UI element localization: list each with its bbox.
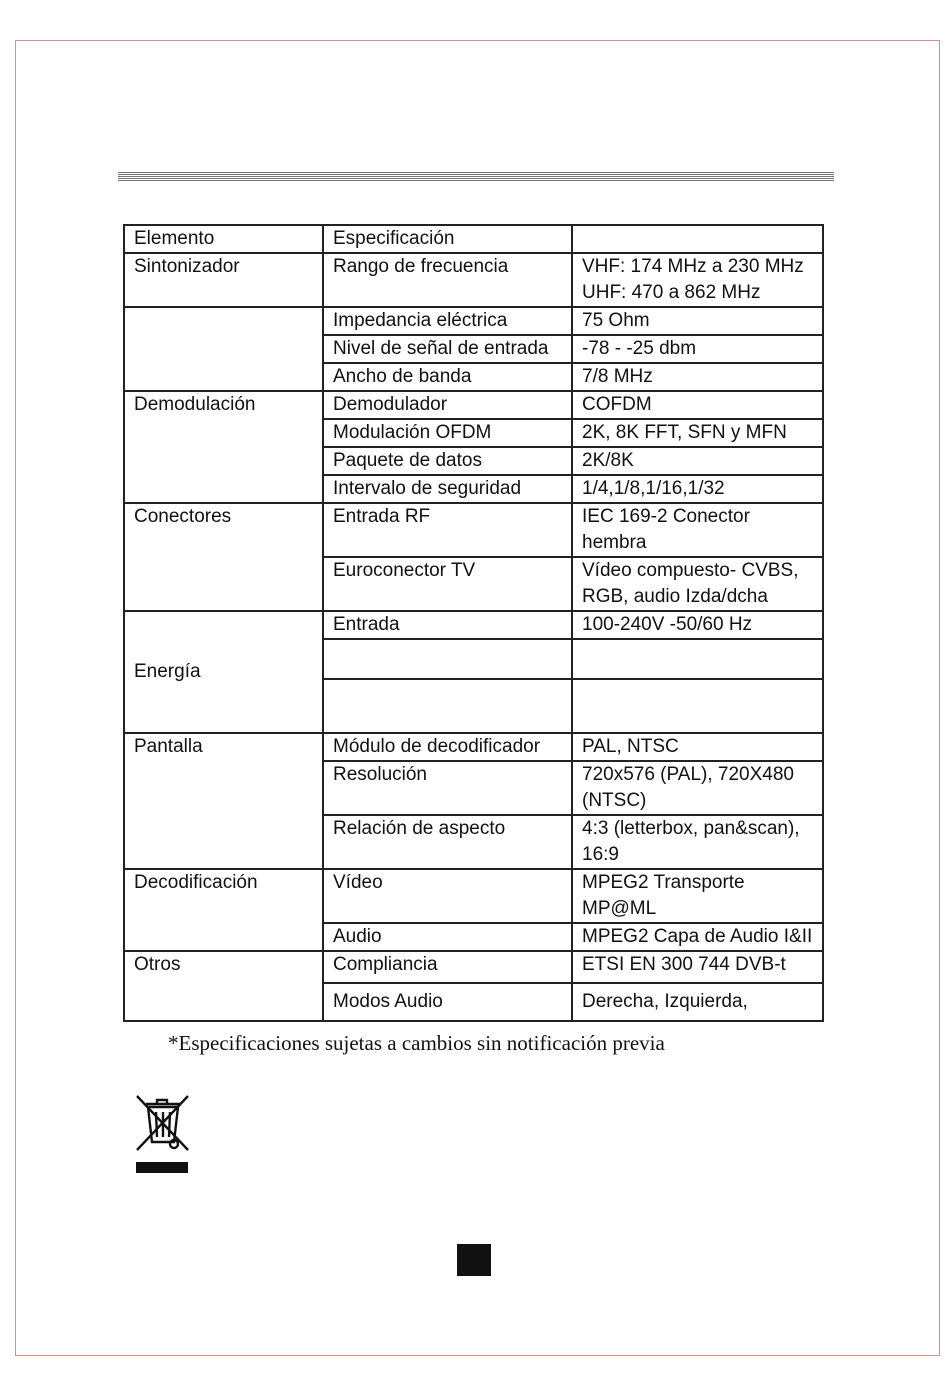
specifications-table [123, 224, 824, 1022]
spec-label: Compliancia [323, 951, 572, 983]
spec-value: COFDM [572, 391, 823, 419]
spec-value-line: IEC 169-2 Conector [582, 506, 750, 527]
spec-label-empty [323, 679, 572, 733]
spec-value: 2K/8K [572, 447, 823, 475]
table-row [124, 869, 823, 923]
spec-label: Rango de frecuencia [323, 253, 572, 307]
spec-label: Euroconector TV [323, 557, 572, 611]
category-otros: Otros [124, 951, 323, 1021]
spec-value: Derecha, Izquierda, [572, 983, 823, 1021]
spec-value-line: 16:9 [582, 844, 619, 865]
table-row [124, 733, 823, 761]
spec-label: Demodulador [323, 391, 572, 419]
spec-value-line: RGB, audio Izda/dcha [582, 586, 768, 607]
spec-value-line: hembra [582, 532, 647, 553]
header-value [572, 225, 823, 253]
spec-value-line: VHF: 174 MHz a 230 MHz [582, 256, 804, 277]
table-row [124, 503, 823, 557]
footnote: *Especificaciones sujetas a cambios sin notificación previa [168, 1031, 665, 1055]
crossed-out-wheelie-bin-icon [133, 1092, 191, 1176]
spec-value: MPEG2 Capa de Audio I&II [572, 923, 823, 951]
spec-value: -78 - -25 dbm [572, 335, 823, 363]
spec-label: Audio [323, 923, 572, 951]
spec-label: Relación de aspecto [323, 815, 572, 869]
header-rule [118, 172, 834, 181]
category-empty [124, 307, 323, 391]
spec-value: PAL, NTSC [572, 733, 823, 761]
spec-value [572, 557, 823, 611]
spec-value-empty [572, 679, 823, 733]
spec-value: ETSI EN 300 744 DVB-t [572, 951, 823, 983]
spec-value: 75 Ohm [572, 307, 823, 335]
spec-label-empty [323, 639, 572, 679]
category-sintonizador: Sintonizador [124, 253, 323, 307]
spec-value: 1/4,1/8,1/16,1/32 [572, 475, 823, 503]
spec-value: 7/8 MHz [572, 363, 823, 391]
spec-value [572, 815, 823, 869]
spec-label: Vídeo [323, 869, 572, 923]
spec-value-line: (NTSC) [582, 790, 647, 811]
table-row [124, 391, 823, 419]
table-row [124, 951, 823, 983]
table-header-row [124, 225, 823, 253]
spec-value-empty [572, 639, 823, 679]
spec-label: Nivel de señal de entrada [323, 335, 572, 363]
page-number-box [457, 1244, 491, 1276]
table-row [124, 253, 823, 307]
category-demodulacion: Demodulación [124, 391, 323, 503]
table-row [124, 307, 823, 335]
spec-value-line: 720x576 (PAL), 720X480 [582, 764, 794, 785]
spec-value: 2K, 8K FFT, SFN y MFN [572, 419, 823, 447]
spec-value-line: MPEG2 Transporte [582, 872, 745, 893]
table-row [124, 611, 823, 639]
spec-value-line: Vídeo compuesto- CVBS, [582, 560, 799, 581]
header-especificacion: Especificación [323, 225, 572, 253]
spec-label: Entrada [323, 611, 572, 639]
spec-value [572, 503, 823, 557]
spec-label: Resolución [323, 761, 572, 815]
spec-label: Modos Audio [323, 983, 572, 1021]
spec-value-line: UHF: 470 a 862 MHz [582, 282, 761, 303]
spec-value [572, 253, 823, 307]
spec-label: Paquete de datos [323, 447, 572, 475]
spec-value [572, 869, 823, 923]
spec-label: Impedancia eléctrica [323, 307, 572, 335]
category-conectores: Conectores [124, 503, 323, 611]
spec-label: Entrada RF [323, 503, 572, 557]
category-energia: Energía [124, 611, 323, 733]
spec-label: Ancho de banda [323, 363, 572, 391]
category-pantalla: Pantalla [124, 733, 323, 869]
spec-value: 100-240V -50/60 Hz [572, 611, 823, 639]
spec-label: Intervalo de seguridad [323, 475, 572, 503]
spec-label: Módulo de decodificador [323, 733, 572, 761]
spec-value [572, 761, 823, 815]
spec-label: Modulación OFDM [323, 419, 572, 447]
spec-value-line: MP@ML [582, 898, 657, 919]
category-decodificacion: Decodificación [124, 869, 323, 951]
spec-value-line: 4:3 (letterbox, pan&scan), [582, 818, 800, 839]
header-elemento: Elemento [124, 225, 323, 253]
